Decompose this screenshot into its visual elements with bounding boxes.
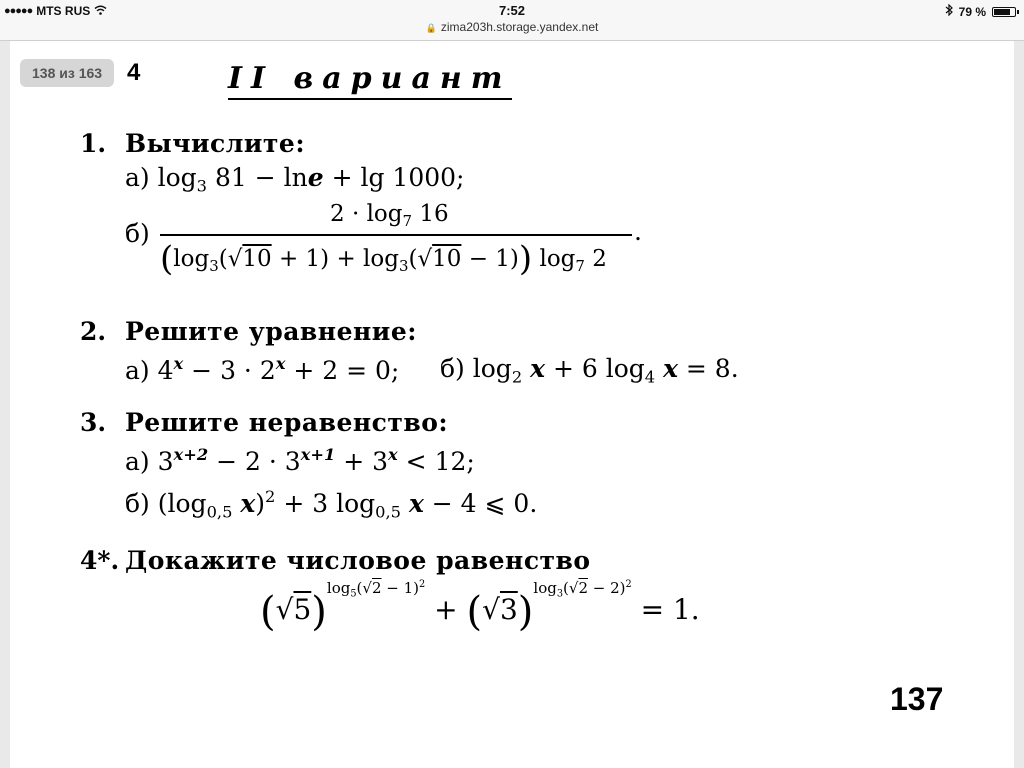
status-bar	[0, 0, 1024, 41]
problem-2-heading: Решите уравнение:	[125, 317, 417, 346]
problem-1a-label: а)	[125, 163, 150, 192]
problem-4-number: 4*.	[80, 546, 120, 575]
problem-4-heading: Докажите числовое равенство	[125, 546, 591, 575]
problem-1-heading: Вычислите:	[125, 129, 306, 158]
problem-3-heading: Решите неравенство:	[125, 408, 449, 437]
problem-1b-period: .	[634, 217, 642, 246]
battery-percent: 79 %	[958, 4, 986, 19]
problem-2a-label: а)	[125, 355, 150, 385]
page-counter-badge: 138 из 163	[20, 59, 114, 87]
problem-3b-label: б)	[125, 488, 150, 518]
problem-1b-numerator: $2 \cdot \log_7 16$	[330, 201, 449, 231]
problem-3b: б) ($\log_{0,5}$ x)$^2$ + 3 $\log_{0,5} x - 4$ ⩽ 0.	[125, 487, 538, 522]
bluetooth-icon	[945, 4, 953, 19]
variant-title: II вариант	[228, 61, 512, 100]
fraction-bar	[160, 234, 632, 236]
battery-icon	[992, 7, 1016, 17]
problem-1b-label: б)	[125, 219, 150, 248]
problem-1a: а) $\log_3 81 - \ln e + \lg 1000$;	[125, 163, 465, 196]
problem-2-number: 2.	[80, 317, 107, 346]
clipped-heading-digit: 4	[127, 59, 141, 86]
lock-icon: 🔒	[425, 23, 437, 33]
url-bar[interactable]	[0, 20, 1024, 34]
battery-group	[945, 4, 1016, 19]
url-text: zima203h.storage.yandex.net	[440, 20, 599, 34]
battery-fill	[994, 9, 1010, 15]
problem-2b: б) $\log_2 x + 6$ $\log_4 x = 8$.	[440, 354, 739, 387]
problem-3a: а) $3^{x+2} - 2 \cdot 3^{x+1} + 3^x < 12$;	[125, 445, 475, 476]
carrier-label: MTS RUS	[36, 4, 91, 18]
problem-4-formula: $(√5)^{log_5(√2 - 1)^2} + (√3)^{log_3(√2 - 2)^2} = 1$.	[260, 579, 700, 635]
problem-2b-label: б)	[440, 354, 465, 383]
page-number: 137	[890, 681, 944, 717]
signal-icon: ●●●●●	[4, 5, 33, 17]
problem-2a: а) $4^x - 3 \cdot 2^x + 2 = 0$;	[125, 354, 400, 385]
problem-1-number: 1.	[80, 129, 107, 158]
clock: 7:52	[498, 3, 526, 18]
problem-3a-label: а)	[125, 446, 150, 476]
document-page[interactable]	[10, 41, 1014, 768]
problem-3-number: 3.	[80, 408, 107, 437]
problem-1b-denominator: $(\log_3(√10 + 1) + \log_3(√10 - 1))$ $\log_7 2$	[160, 239, 607, 279]
